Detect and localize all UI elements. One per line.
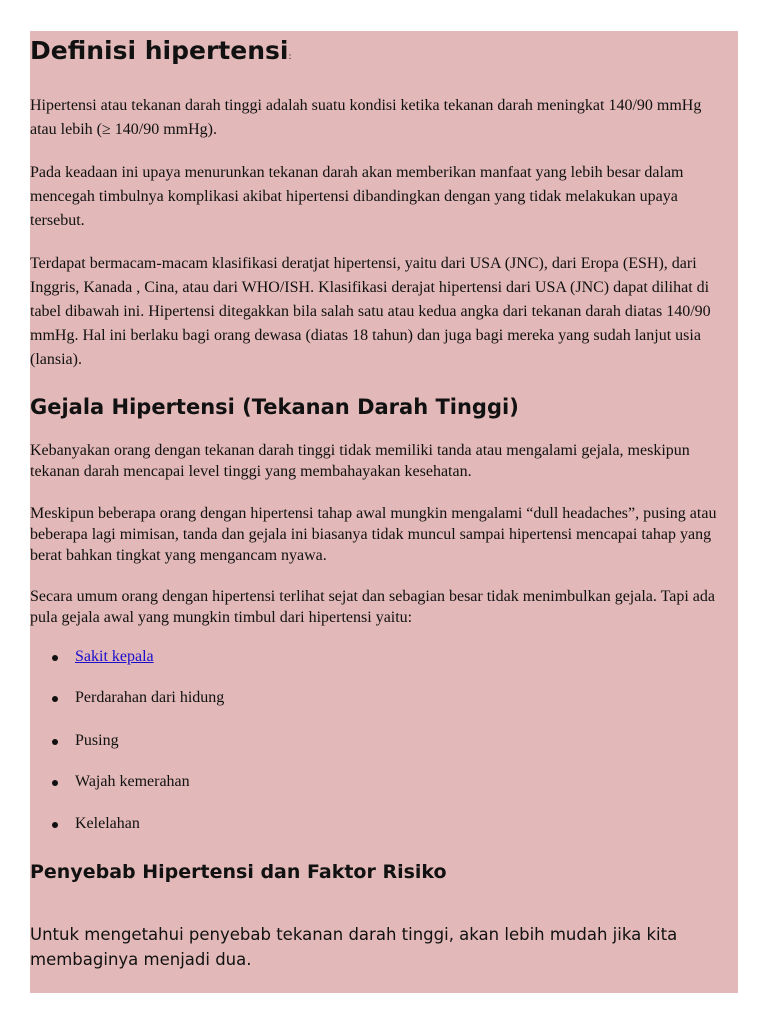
symptom-label: Kelelahan	[75, 815, 140, 832]
paragraph-definisi-3: Terdapat bermacam-macam klasifikasi deratjat hipertensi, yaitu dari USA (JNC), dari Eropa (ESH), dari Inggris, Kanada , Cina, atau dari WHO/ISH. Klasifikasi derajat hipertensi dari USA (JNC) dapat dilihat di tabel dibawah ini. Hipertensi ditegakkan bila salah satu atau kedua angka dari tekanan darah diatas 140/90 mmHg. Hal ini berlaku bagi orang dewasa (diatas 18 tahun) dan juga bagi mereka yang sudah lanjut usia (lansia).	[30, 255, 711, 368]
bullet-icon	[52, 780, 58, 786]
paragraph-gejala-2: Meskipun beberapa orang dengan hipertensi tahap awal mungkin mengalami “dull headaches”, pusing atau beberapa lagi mimisan, tanda dan gejala ini biasanya tidak muncul sampai hipertensi mencapai tahap yang berat bahkan tingkat yang mengancam nyawa.	[30, 505, 717, 564]
symptom-label: Wajah kemerahan	[75, 773, 190, 790]
bullet-icon	[52, 655, 58, 661]
symptom-label: Perdarahan dari hidung	[75, 689, 225, 706]
paragraph-gejala-1: Kebanyakan orang dengan tekanan darah tinggi tidak memiliki tanda atau mengalami gejala, meskipun tekanan darah mencapai level tinggi yang membahayakan kesehatan.	[30, 442, 690, 480]
heading-colon: :	[288, 52, 292, 62]
paragraph-penyebab-1: Untuk mengetahui penyebab tekanan darah tinggi, akan lebih mudah jika kita membaginya menjadi dua.	[30, 925, 678, 969]
paragraph-gejala-3: Secara umum orang dengan hipertensi terlihat sejat dan sebagian besar tidak menimbulkan gejala. Tapi ada pula gejala awal yang mungkin timbul dari hipertensi yaitu:	[30, 588, 716, 626]
bullet-icon	[52, 739, 58, 745]
heading-text: Definisi hipertensi	[30, 36, 289, 65]
bullet-icon	[52, 696, 58, 702]
heading-gejala-hipertensi: Gejala Hipertensi (Tekanan Darah Tinggi)	[30, 395, 519, 419]
document-page	[30, 31, 738, 993]
paragraph-definisi-2: Pada keadaan ini upaya menurunkan tekanan darah akan memberikan manfaat yang lebih besar dalam mencegah timbulnya komplikasi akibat hipertensi dibandingkan dengan yang tidak melakukan upaya tersebut.	[30, 164, 684, 229]
bullet-icon	[52, 822, 58, 828]
heading-penyebab-hipertensi: Penyebab Hipertensi dan Faktor Risiko	[30, 861, 447, 883]
symptom-label: Pusing	[75, 732, 119, 749]
paragraph-definisi-1: Hipertensi atau tekanan darah tinggi adalah suatu kondisi ketika tekanan darah meningkat 140/90 mmHg atau lebih (≥ 140/90 mmHg).	[30, 97, 702, 138]
symptom-link-sakit-kepala[interactable]: Sakit kepala	[75, 648, 154, 665]
symptom-list	[30, 645, 730, 845]
heading-definisi-hipertensi	[30, 36, 292, 72]
